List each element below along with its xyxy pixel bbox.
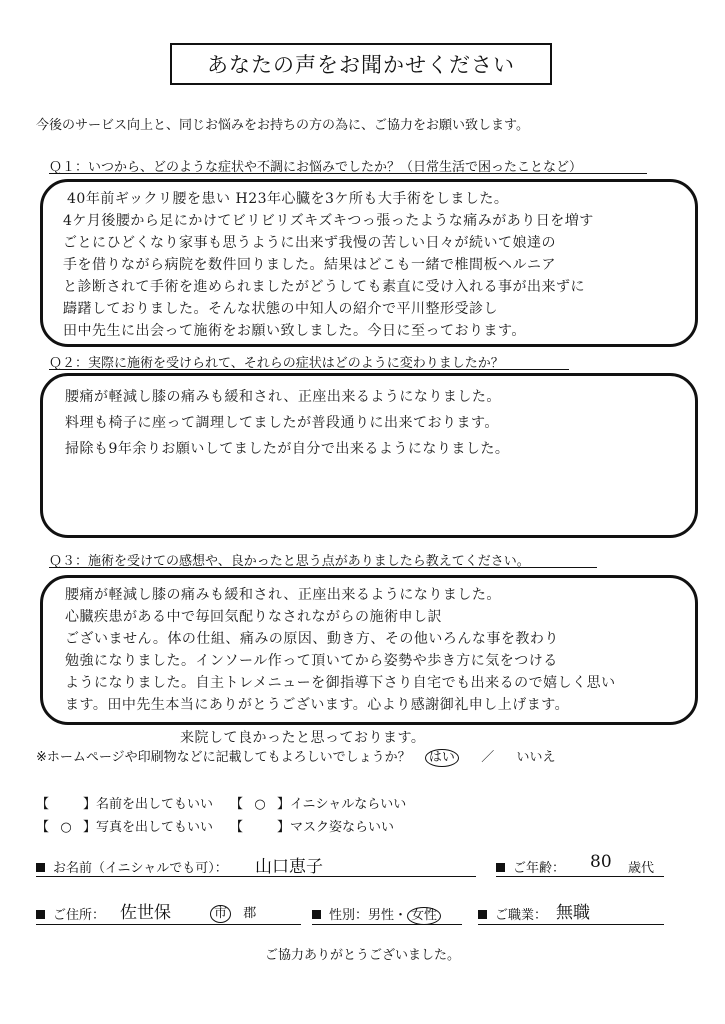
option-mark: ○ <box>254 797 266 812</box>
occupation-label: ご職業： <box>495 908 548 923</box>
name-value: 山口恵子 <box>255 857 323 877</box>
answer-1-line: 躊躇しておりました。そんな状態の中知人の紹介で平川整形受診し <box>63 301 498 317</box>
consent-row <box>36 746 556 767</box>
consent-separator: ／ <box>481 750 495 765</box>
answer-2-box <box>40 373 698 538</box>
answer-3-line: ます。田中先生本当にありがとうございます。心より感謝御礼申し上げます。 <box>65 697 570 713</box>
question-3-underline <box>49 567 597 568</box>
consent-question: ※ホームページや印刷物などに記載してもよろしいでしょうか？ <box>36 750 411 765</box>
name-field[interactable] <box>36 857 228 876</box>
question-3: Ｑ３：施術を受けての感想や、良かったと思う点がありましたら教えてください。 <box>49 554 530 569</box>
occupation-value: 無職 <box>556 903 590 923</box>
gender-label: 性別： <box>329 908 369 923</box>
age-value: 80 <box>590 852 612 872</box>
option-label: 名前を出してもいい <box>96 797 214 812</box>
answer-1-line: 40年前ギックリ腰を患い H23年心臓を3ケ所も大手術をしました。 <box>67 191 509 207</box>
gender-field[interactable] <box>312 904 441 925</box>
answer-1-line: 手を借りながら病院を数件回りました。結果はどこも一緒で椎間板ヘルニア <box>63 257 556 273</box>
option-name[interactable]: 【 】名前を出してもいい <box>36 797 214 812</box>
name-underline <box>36 876 476 877</box>
question-1-underline <box>49 173 647 174</box>
option-label: 写真を出してもいい <box>96 820 214 835</box>
address-city-option[interactable]: 市 <box>210 905 231 923</box>
answer-2-line: 腰痛が軽減し膝の痛みも緩和され、正座出来るようになりました。 <box>65 389 501 405</box>
answer-3-line: ようになりました。自主トレメニューを御指導下さり自宅でも出来るので嬉しく思い <box>65 675 616 691</box>
address-value: 佐世保 <box>120 903 171 923</box>
answer-2-line: 料理も椅子に座って調理してましたが普段通りに出来ております。 <box>65 415 499 431</box>
bullet-square-icon <box>496 863 505 872</box>
occupation-underline <box>478 924 664 925</box>
age-field[interactable] <box>496 857 565 876</box>
address-field[interactable] <box>36 904 105 923</box>
answer-2-line: 掃除も9年余りお願いしてましたが自分で出来るようになりました。 <box>65 441 510 457</box>
question-1: Ｑ１：いつから、どのような症状や不調にお悩みでしたか？（日常生活で困ったことなど） <box>49 160 583 175</box>
age-label: ご年齢： <box>513 861 566 876</box>
address-city-gun <box>210 902 256 923</box>
gender-male-option[interactable]: 男性 <box>368 908 395 923</box>
answer-3-box <box>40 575 698 725</box>
option-photo[interactable]: 【 ○ 】写真を出してもいい <box>36 820 214 835</box>
intro-text: 今後のサービス向上と、同じお悩みをお持ちの方の為に、ご協力をお願い致します。 <box>36 118 529 133</box>
name-label: お名前（イニシャルでも可）： <box>53 861 228 876</box>
option-mask[interactable]: 【 】マスク姿ならいい <box>230 820 395 835</box>
age-underline <box>496 876 664 877</box>
answer-3-line: 腰痛が軽減し膝の痛みも緩和され、正座出来るようになりました。 <box>65 587 501 603</box>
answer-1-line: と診断されて手術を進められましたがどうしても素直に受け入れる事が出来ずに <box>63 279 585 295</box>
option-label: イニシャルならいい <box>290 797 407 812</box>
address-gun-option[interactable]: 郡 <box>243 906 257 921</box>
option-label: マスク姿ならいい <box>290 820 395 835</box>
address-label: ご住所： <box>53 908 106 923</box>
bullet-square-icon <box>36 863 45 872</box>
answer-1-box <box>40 179 698 347</box>
answer-3-line: ございません。体の仕組、痛みの原因、動き方、その他いろんな事を教わり <box>65 631 559 647</box>
question-2-underline <box>49 369 569 370</box>
page-title <box>170 43 552 85</box>
consent-no-option[interactable]: いいえ <box>516 750 556 765</box>
bullet-square-icon <box>36 910 45 919</box>
closing-text: ご協力ありがとうございました。 <box>264 948 460 963</box>
gender-underline <box>312 924 462 925</box>
question-2: Ｑ２：実際に施術を受けられて、それらの症状はどのように変わりましたか？ <box>49 356 504 371</box>
occupation-field[interactable] <box>478 904 547 923</box>
gender-female-option[interactable]: 女性 <box>407 907 441 925</box>
answer-3-line: 勉強になりました。インソール作って頂いてから姿勢や歩き方に気をつける <box>65 653 558 669</box>
consent-yes-option[interactable]: はい <box>425 749 459 767</box>
answer-3-line: 心臓疾患がある中で毎回気配りなされながらの施術申し訳 <box>65 609 442 625</box>
bullet-square-icon <box>312 910 321 919</box>
answer-1-line: ごとにひどくなり家事も思うように出来ず我慢の苦しい日々が続いて娘達の <box>63 235 556 251</box>
option-mark: ○ <box>60 820 72 835</box>
answer-3-overflow-line: 来院して良かったと思っております。 <box>180 730 426 746</box>
page-title-text: あなたの声をお聞かせください <box>207 53 515 77</box>
bullet-square-icon <box>478 910 487 919</box>
age-unit: 歳代 <box>628 861 655 876</box>
address-underline <box>36 924 301 925</box>
answer-1-line: 田中先生に出会って施術をお願い致しました。今日に至っております。 <box>63 323 526 339</box>
gender-separator: ・ <box>394 908 408 923</box>
answer-1-line: 4ケ月後腰から足にかけてビリビリズキズキつっ張ったような痛みがあり日を増す <box>63 213 594 229</box>
option-initial[interactable]: 【 ○ 】イニシャルならいい <box>230 797 407 812</box>
